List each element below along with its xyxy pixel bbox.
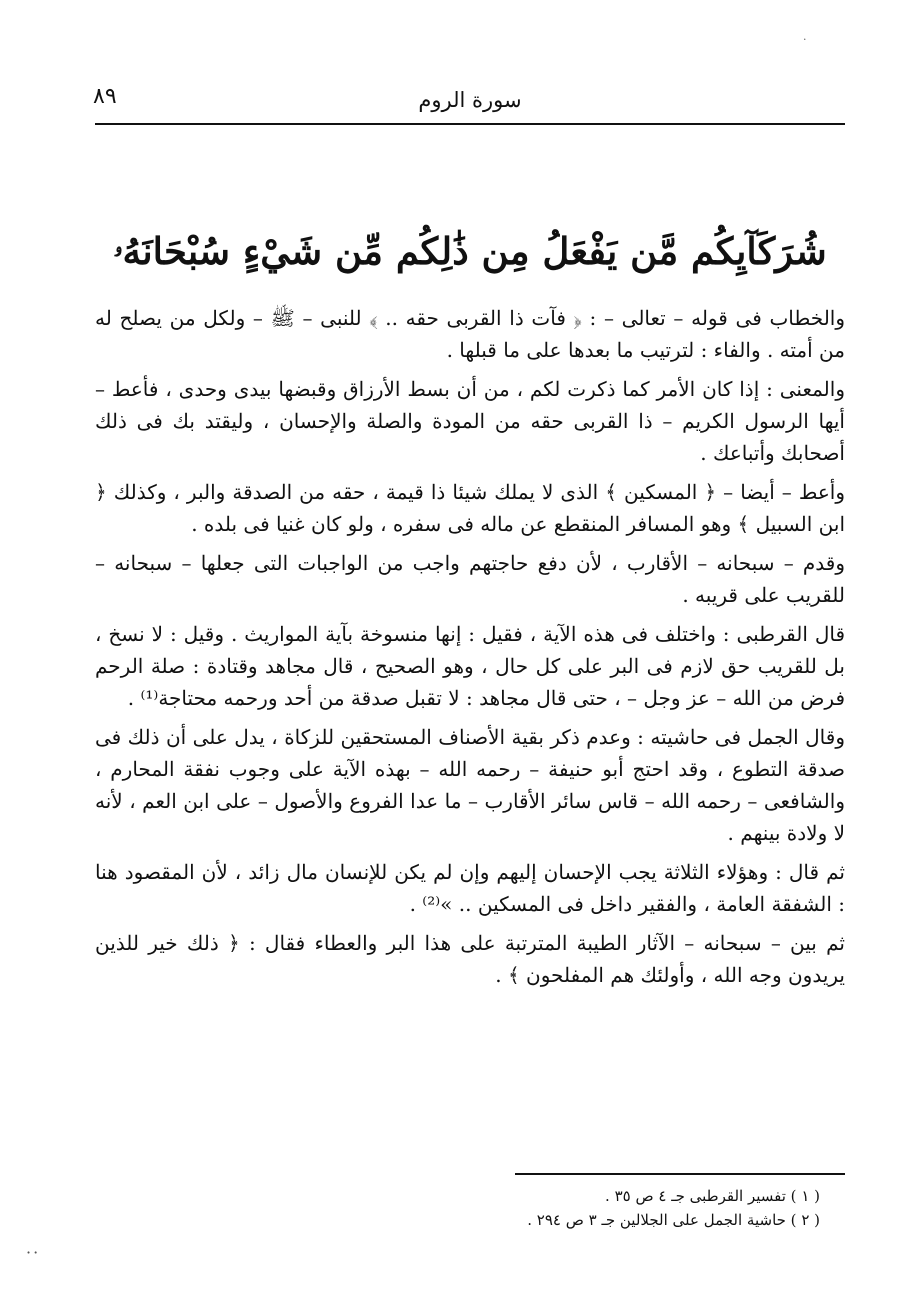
tafsir-text [95,302,845,991]
verse-text: شُرَكَآيِكُم مَّن يَفْعَلُ مِن ذَٰلِكُم مِّن شَيْءٍ سُبْحَانَهُۥ [113,229,827,273]
paragraph-results: ثم بين – سبحانه – الآثار الطيبة المترتبة على هذا البر والعطاء فقال : ﴿ ذلك خير للذين يريدون وجه الله ، وأولئك هم المفلحون ﴾ . [95,931,845,987]
footnotes [400,1184,820,1232]
header-divider [95,123,845,125]
footnote-2: ( ٢ ) حاشية الجمل على الجلالين جـ ٣ ص ٢٩٤ . [527,1211,820,1229]
scan-mark: · [803,33,807,46]
book-page [95,80,845,1260]
paragraph-meaning: والمعنى : إذا كان الأمر كما ذكرت لكم ، من أن بسط الأرزاق وقبضها بيدى وحدى ، فأعط – أيها الرسول الكريم – ذا القربى حقه من المودة والصلة والإحسان ، وليقتد بك فى ذلك أصحابك وأتباعك . [95,377,845,465]
footnote-divider [515,1173,845,1175]
footnote-1: ( ١ ) تفسير القرطبى جـ ٤ ص ٣٥ . [605,1187,820,1205]
quran-verse [95,158,845,283]
corner-dots: ·· [26,1243,41,1262]
paragraph-three-groups: ثم قال : وهؤلاء الثلاثة يجب الإحسان إليهم وإن لم يكن للإنسان مال زائد ، لأن المقصود هنا : الشفقة العامة ، والفقير داخل فى المسكين .. »⁽²⁾ . [95,860,845,916]
paragraph-poor: وأعط – أيضا – ﴿ المسكين ﴾ الذى لا يملك شيئا ذا قيمة ، حقه من الصدقة والبر ، وكذلك ﴿ ابن السبيل ﴾ وهو المسافر المنقطع عن ماله فى سفره ، ولو كان غنيا فى بلده . [95,480,845,536]
paragraph-relatives: وقدم – سبحانه – الأقارب ، لأن دفع حاجتهم واجب من الواجبات التى جعلها – سبحانه – للقريب على قريبه . [95,551,845,607]
paragraph-address: والخطاب فى قوله – تعالى – : ﴿ فآت ذا القربى حقه .. ﴾ للنبى – ﷺ – ولكل من يصلح له من أمته . والفاء : لترتيب ما بعدها على ما قبلها . [95,306,845,362]
page-number: ٨٩ [93,84,117,109]
surah-title: سورة الروم [418,88,522,112]
paragraph-qurtubi: قال القرطبى : واختلف فى هذه الآية ، فقيل : إنها منسوخة بآية المواريث . وقيل : لا نسخ ، بل للقريب حق لازم فى البر على كل حال ، وهو الصحيح ، قال مجاهد وقتادة : صلة الرحم فرض من الله – عز وجل – ، حتى قال مجاهد : لا تقبل صدقة من أحد ورحمه محتاجة⁽¹⁾ . [95,622,845,710]
page-header [95,80,845,122]
paragraph-jamal: وقال الجمل فى حاشيته : وعدم ذكر بقية الأصناف المستحقين للزكاة ، يدل على أن ذلك فى صدقة التطوع ، وقد احتج أبو حنيفة – رحمه الله – بهذه الآية على وجوب نفقة المحارم ، والشافعى – رحمه الله – قاس سائر الأقارب – ما عدا الفروع والأصول – على ابن العم ، لأنه لا ولادة بينهم . [95,725,845,845]
